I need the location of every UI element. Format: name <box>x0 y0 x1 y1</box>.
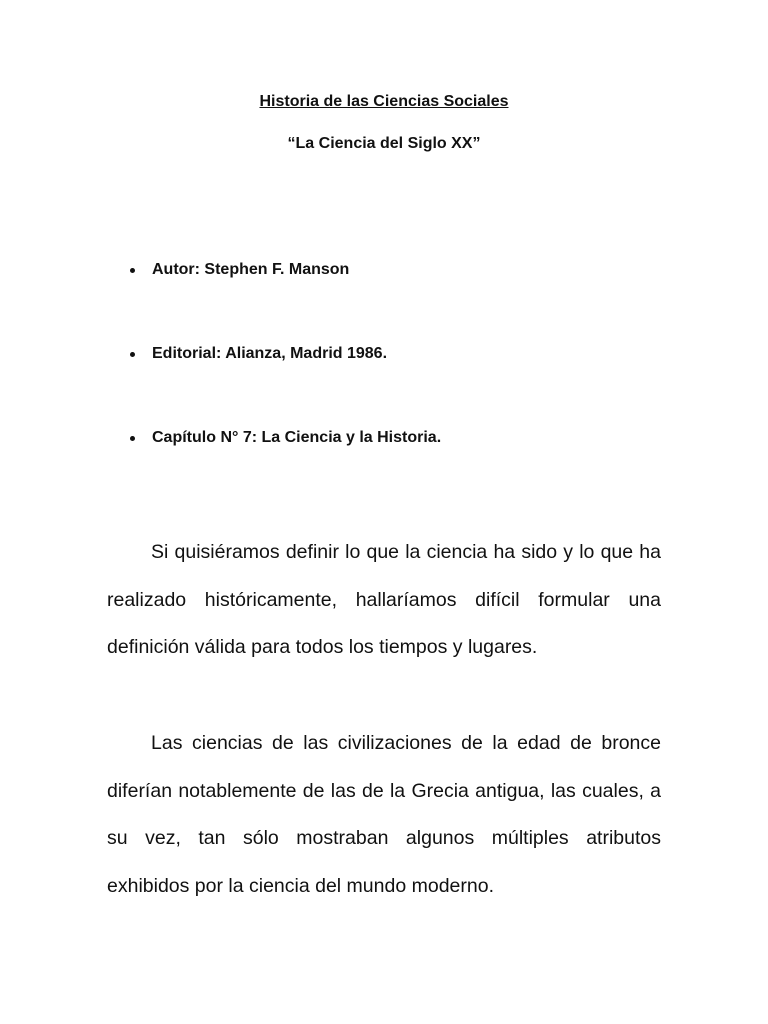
document-title: Historia de las Ciencias Sociales <box>259 93 509 110</box>
body-paragraph-2: Las ciencias de las civilizaciones de la edad de bronce diferían notablemente de las de la Grecia antigua, las cuales, a su vez, tan sólo mostraban algunos múltiples atributos exhibidos por la ciencia del mundo moderno. <box>107 732 661 897</box>
bullet-icon <box>130 436 135 441</box>
bullet-icon <box>130 268 135 273</box>
publisher-text: Editorial: Alianza, Madrid 1986. <box>152 345 388 362</box>
bullet-icon <box>130 352 135 357</box>
chapter-text: Capítulo N° 7: La Ciencia y la Historia. <box>152 429 442 446</box>
document-subtitle: “La Ciencia del Siglo XX” <box>287 135 481 152</box>
author-text: Autor: Stephen F. Manson <box>152 261 350 278</box>
body-paragraph-1: Si quisiéramos definir lo que la ciencia ha sido y lo que ha realizado históricamente, hallaríamos difícil formular una definición válida para todos los tiempos y lugares. <box>107 541 661 658</box>
